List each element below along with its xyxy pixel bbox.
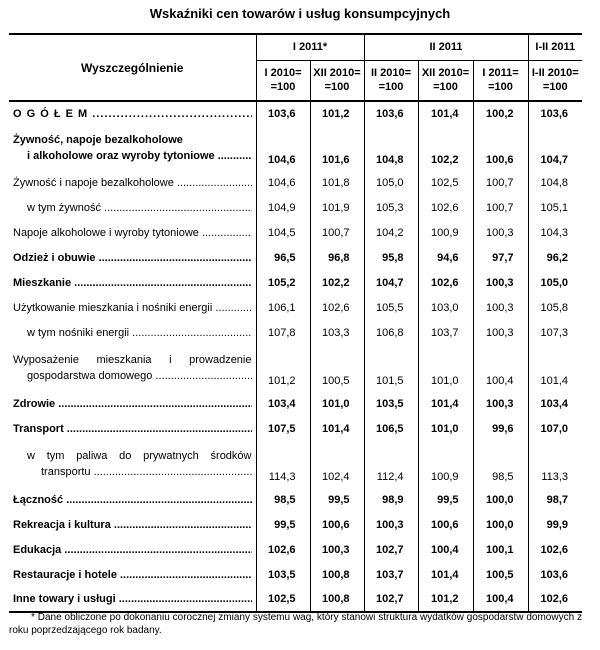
cell-value: 103,7 (364, 562, 418, 587)
cell-value: 103,5 (364, 391, 418, 416)
header-col-line: I 2011= (482, 67, 519, 80)
cell-value: 103,6 (528, 562, 582, 587)
cell-value: 102,6 (256, 537, 310, 562)
cell-value: 113,3 (528, 441, 582, 487)
table-row (9, 220, 582, 245)
row-label-line: Łączność ..... (13, 492, 252, 508)
cell-value: 101,0 (418, 416, 473, 441)
row-label-line: Inne towary i usługi ..... (13, 591, 252, 607)
cell-value: 101,4 (418, 391, 473, 416)
row-label-line: Odzież i obuwie ..... (13, 250, 252, 266)
cell-value: 95,8 (364, 245, 418, 270)
cell-value: 98,5 (256, 487, 310, 512)
header-col-6 (528, 60, 582, 101)
cell-value: 98,7 (528, 487, 582, 512)
row-label (9, 587, 256, 612)
cell-value: 102,6 (528, 537, 582, 562)
header-col-2 (310, 60, 364, 101)
row-label-line: Edukacja ..... (13, 542, 252, 558)
cell-value: 104,2 (364, 220, 418, 245)
cell-value: 102,2 (310, 270, 364, 295)
header-col-line: =100 (378, 81, 404, 94)
row-label-line: Żywność, napoje bezalkoholowe (13, 133, 183, 146)
header-col-line: =100 (433, 81, 458, 94)
cell-value: 105,2 (256, 270, 310, 295)
cell-value: 99,5 (418, 487, 473, 512)
cell-value: 105,0 (528, 270, 582, 295)
table-row (9, 512, 582, 537)
cell-value: 107,0 (528, 416, 582, 441)
row-label (9, 487, 256, 512)
cell-value: 100,4 (473, 587, 528, 612)
header-col-line: =100 (488, 81, 513, 94)
cell-value: 104,7 (528, 125, 582, 170)
cell-value: 100,3 (473, 270, 528, 295)
cell-value: 100,5 (310, 345, 364, 391)
header-col-4 (418, 60, 473, 101)
cell-value: 100,7 (473, 170, 528, 195)
cell-value: 100,4 (418, 537, 473, 562)
cell-value: 96,2 (528, 245, 582, 270)
cell-value: 103,6 (528, 101, 582, 125)
cell-value: 103,4 (256, 391, 310, 416)
cell-value: 101,9 (310, 195, 364, 220)
cell-value: 104,7 (364, 270, 418, 295)
cell-value: 96,5 (256, 245, 310, 270)
cell-value: 101,0 (418, 345, 473, 391)
cell-value: 100,3 (473, 295, 528, 320)
header-col-line: II 2010= (370, 67, 412, 80)
row-label-line: Użytkowanie mieszkania i nośniki energii ..... (13, 300, 252, 316)
cell-value: 103,7 (418, 320, 473, 345)
cell-value: 101,4 (310, 416, 364, 441)
cell-value: 100,2 (473, 101, 528, 125)
cell-value: 103,6 (256, 101, 310, 125)
table-row (9, 270, 582, 295)
footnote (9, 611, 582, 637)
header-col-line: =100 (324, 81, 350, 94)
cell-value: 100,6 (473, 125, 528, 170)
cell-value: 99,5 (256, 512, 310, 537)
cell-value: 114,3 (256, 441, 310, 487)
row-label-line: transportu ..... (27, 464, 252, 480)
table-row (9, 391, 582, 416)
cell-value: 99,9 (528, 512, 582, 537)
header-group-1: I 2011* (256, 34, 364, 60)
header-row-label: Wyszczególnienie (9, 34, 256, 101)
table-row (9, 195, 582, 220)
row-label (9, 245, 256, 270)
table-row (9, 245, 582, 270)
cell-value: 101,6 (310, 125, 364, 170)
cell-value: 100,6 (310, 512, 364, 537)
cell-value: 100,5 (473, 562, 528, 587)
cell-value: 101,5 (364, 345, 418, 391)
header-group-3: I-II 2011 (528, 34, 582, 60)
cell-value: 105,3 (364, 195, 418, 220)
cell-value: 97,7 (473, 245, 528, 270)
table-row (9, 125, 582, 170)
cell-value: 101,2 (256, 345, 310, 391)
header-col-line: =100 (270, 81, 296, 94)
row-label-line: Rekreacja i kultura ..... (13, 517, 252, 533)
row-label (9, 537, 256, 562)
cell-value: 102,7 (364, 537, 418, 562)
cell-value: 104,6 (256, 170, 310, 195)
cell-value: 100,3 (473, 391, 528, 416)
row-label-line: O G Ó Ł E M ..... (13, 106, 252, 122)
cell-value: 103,5 (256, 562, 310, 587)
cell-value: 105,8 (528, 295, 582, 320)
cell-value: 98,9 (364, 487, 418, 512)
cell-value: 106,1 (256, 295, 310, 320)
row-label (9, 101, 256, 125)
row-label-line: Transport ..... (13, 421, 252, 437)
cell-value: 112,4 (364, 441, 418, 487)
row-label-line: Napoje alkoholowe i wyroby tytoniowe ..... (13, 225, 252, 241)
cell-value: 104,8 (364, 125, 418, 170)
row-label-line: Mieszkanie ..... (13, 275, 252, 291)
table-row (9, 170, 582, 195)
row-label-line: Restauracje i hotele ..... (13, 567, 252, 583)
cell-value: 100,9 (418, 441, 473, 487)
cell-value: 103,6 (364, 101, 418, 125)
row-label-line: w tym żywność ..... (27, 200, 252, 216)
cell-value: 100,4 (473, 345, 528, 391)
header-col-line: I-II 2010= (531, 67, 579, 80)
row-label (9, 345, 256, 391)
row-label (9, 416, 256, 441)
cell-value: 106,5 (364, 416, 418, 441)
cell-value: 105,1 (528, 195, 582, 220)
cell-value: 100,3 (364, 512, 418, 537)
cell-value: 103,3 (310, 320, 364, 345)
table-title: Wskaźniki cen towarów i usług konsumpcyjnych (149, 6, 451, 21)
cell-value: 101,8 (310, 170, 364, 195)
row-label (9, 320, 256, 345)
cell-value: 98,5 (473, 441, 528, 487)
header-group-2: II 2011 (364, 34, 528, 60)
cell-value: 100,0 (473, 487, 528, 512)
cell-value: 102,4 (310, 441, 364, 487)
cell-value: 101,4 (418, 101, 473, 125)
row-label (9, 391, 256, 416)
header-col-3 (364, 60, 418, 101)
header-col-line: XII 2010= (313, 67, 361, 80)
cell-value: 102,5 (418, 170, 473, 195)
row-label (9, 295, 256, 320)
row-label-line: Wyposażenie mieszkania i prowadzenie (13, 354, 252, 366)
cell-value: 100,3 (310, 537, 364, 562)
table-row (9, 587, 582, 612)
row-label (9, 195, 256, 220)
cell-value: 104,6 (256, 125, 310, 170)
cell-value: 104,3 (528, 220, 582, 245)
table-row (9, 101, 582, 125)
row-label-line: gospodarstwa domowego ..... (13, 368, 252, 384)
cell-value: 102,2 (418, 125, 473, 170)
table-row (9, 295, 582, 320)
header-col-line: XII 2010= (421, 67, 470, 80)
footnote-text: * Dane obliczone po dokonaniu corocznej zmiany systemu wag, który stanowi struktura wydatków gospodarstw domowych z roku poprzedzającego rok badany. (9, 612, 582, 636)
cell-value: 100,3 (473, 220, 528, 245)
cell-value: 101,4 (418, 562, 473, 587)
header-col-line: I 2010= (264, 67, 302, 80)
table-row (9, 562, 582, 587)
cell-value: 102,6 (310, 295, 364, 320)
cell-value: 100,9 (418, 220, 473, 245)
row-label-line: w tym paliwa do prywatnych środków (27, 450, 252, 462)
table-row (9, 487, 582, 512)
cell-value: 101,0 (310, 391, 364, 416)
cell-value: 101,4 (528, 345, 582, 391)
row-label-line: Żywność i napoje bezalkoholowe ..... (13, 175, 252, 191)
cell-value: 102,6 (528, 587, 582, 612)
row-label (9, 125, 256, 170)
row-label (9, 170, 256, 195)
header-col-line: =100 (542, 81, 568, 94)
row-label (9, 220, 256, 245)
cell-value: 103,4 (528, 391, 582, 416)
cell-value: 107,5 (256, 416, 310, 441)
row-label (9, 562, 256, 587)
table-row (9, 441, 582, 487)
cell-value: 96,8 (310, 245, 364, 270)
cell-value: 103,0 (418, 295, 473, 320)
row-label-line: w tym nośniki energii ..... (27, 325, 252, 341)
cell-value: 102,5 (256, 587, 310, 612)
cell-value: 100,8 (310, 562, 364, 587)
cell-value: 100,0 (473, 512, 528, 537)
cell-value: 106,8 (364, 320, 418, 345)
cell-value: 101,2 (310, 101, 364, 125)
row-label-line: i alkoholowe oraz wyroby tytoniowe ..... (13, 148, 252, 164)
cell-value: 104,9 (256, 195, 310, 220)
row-label-line: Zdrowie ..... (13, 396, 252, 412)
cell-value: 102,7 (364, 587, 418, 612)
cell-value: 94,6 (418, 245, 473, 270)
table-row (9, 345, 582, 391)
cell-value: 99,6 (473, 416, 528, 441)
cell-value: 102,6 (418, 195, 473, 220)
row-label (9, 270, 256, 295)
row-label (9, 512, 256, 537)
cell-value: 105,0 (364, 170, 418, 195)
cell-value: 99,5 (310, 487, 364, 512)
cell-value: 100,1 (473, 537, 528, 562)
cell-value: 104,5 (256, 220, 310, 245)
cell-value: 102,6 (418, 270, 473, 295)
table-row (9, 416, 582, 441)
header-col-1 (256, 60, 310, 101)
price-index-table (9, 33, 582, 613)
cell-value: 100,6 (418, 512, 473, 537)
cell-value: 101,2 (418, 587, 473, 612)
cell-value: 100,3 (473, 320, 528, 345)
cell-value: 107,3 (528, 320, 582, 345)
row-label (9, 441, 256, 487)
table-row (9, 537, 582, 562)
header-col-5 (473, 60, 528, 101)
cell-value: 100,7 (473, 195, 528, 220)
table-row (9, 320, 582, 345)
cell-value: 104,8 (528, 170, 582, 195)
cell-value: 105,5 (364, 295, 418, 320)
cell-value: 100,8 (310, 587, 364, 612)
cell-value: 100,7 (310, 220, 364, 245)
cell-value: 107,8 (256, 320, 310, 345)
